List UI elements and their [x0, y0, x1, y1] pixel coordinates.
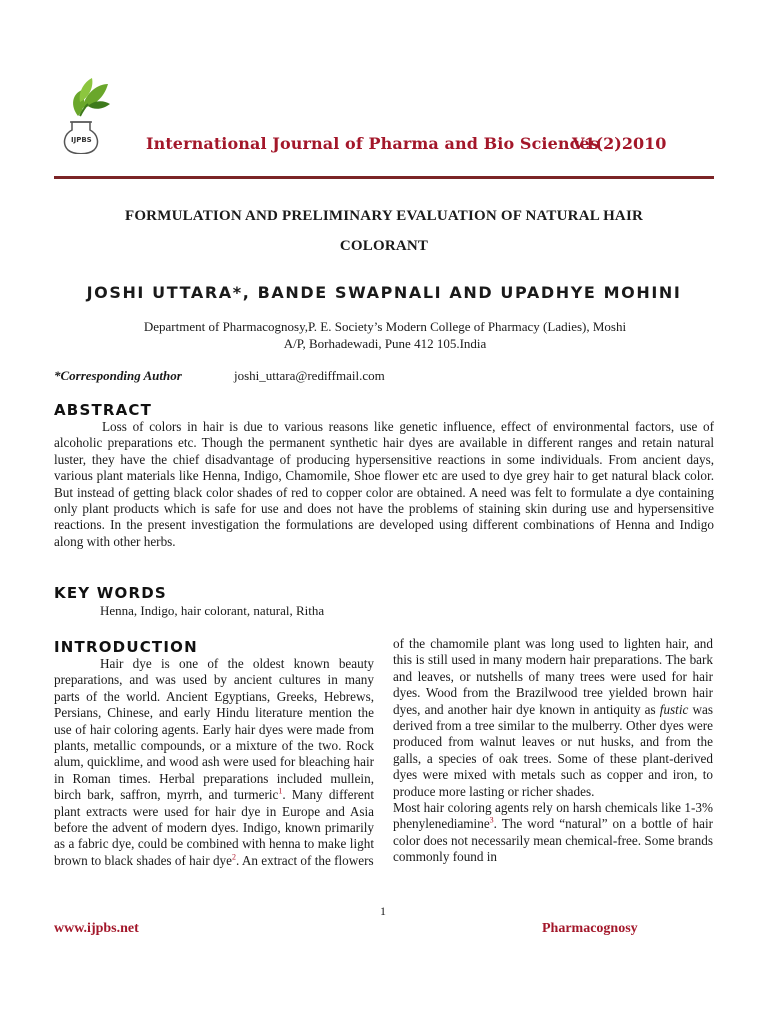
journal-volume: V1(2)2010 — [572, 134, 667, 153]
page-number: 1 — [380, 904, 386, 918]
intro-text: . The word “natural” on a bottle of hair color does not necessarily mean chemical-free. Some brands commonly found in — [393, 816, 713, 865]
citation-1: 1 — [278, 786, 283, 796]
corresponding-author-email: joshi_uttara@rediffmail.com — [234, 368, 385, 383]
intro-text: Hair dye is one of the oldest known beauty preparations, and was used by ancient cultures in many parts of the world. Ancient Egyptians, Greeks, Hebrews, Persians, Chinese, and early Hindu literature mention the use of hair coloring agents. Early hair dyes were made from plants, metallic compounds, or a mixture of the two. Rock alum, quicklime, and wood ash were used for bleaching hair in Roman times. Herbal preparations included mullein, birch bark, saffron, myrrh, and turmeric — [54, 656, 374, 803]
citation-3: 3 — [489, 816, 494, 826]
footer-website[interactable]: www.ijpbs.net — [54, 921, 139, 936]
keywords-heading: KEY WORDS — [54, 584, 167, 602]
intro-paragraph-2 — [393, 800, 713, 866]
article-title-line2: COLORANT — [339, 238, 429, 254]
footer-section: Pharmacognosy — [542, 921, 638, 936]
intro-text: Most hair coloring agents rely on harsh chemicals like 1-3% phenylenediamine — [393, 800, 713, 832]
intro-paragraph-1-cont — [393, 636, 713, 800]
intro-text: of the chamomile plant was long used to lighten hair, and this is still used in many modern hair preparations. The bark and leaves, or nutshells of many trees were used for hair dyes. Wood from the Brazilwood tree yielded brown hair dyes, and another hair dye known in antiquity as — [393, 636, 713, 717]
intro-column-right — [393, 636, 713, 866]
abstract-text: Loss of colors in hair is due to various reasons like genetic influence, effect of environmental factors, use of alcoholic preparations etc. Though the permanent synthetic hair dyes are available in different ranges and retain natural luster, they have the chief disadvantage of producing hypersensitive reactions in some individuals. From ancient days, various plant materials like Henna, Indigo, Chamomile, Shoe flower etc are used to dye grey hair to get natural black color. But instead of getting black color shades of red to copper color are obtained. A need was felt to formulate a dye containing only plant products which is safe for use and does not have the problems of staining skin during use and hypersensitive reactions. In the present investigation the formulations are developed using different combinations of Henna and Indigo along with other herbs. — [54, 419, 714, 549]
affiliation-line2: A/P, Borhadewadi, Pune 412 105.India — [283, 336, 487, 351]
corresponding-author-label: *Corresponding Author — [54, 368, 182, 383]
logo-label: IJPBS — [71, 136, 92, 144]
intro-text: . An extract of the flowers — [235, 852, 374, 868]
introduction-heading: INTRODUCTION — [54, 638, 198, 656]
article-title-line1: FORMULATION AND PRELIMINARY EVALUATION OF NATURAL HAIR — [124, 208, 644, 224]
article-authors: JOSHI UTTARA*, BANDE SWAPNALI AND UPADHYE MOHINI — [86, 283, 682, 302]
intro-column-left — [54, 656, 374, 869]
abstract-heading: ABSTRACT — [54, 401, 153, 419]
citation-2: 2 — [231, 852, 236, 862]
intro-paragraph-1 — [54, 656, 374, 869]
journal-logo — [58, 70, 118, 154]
intro-text: was derived from a tree similar to the mulberry. Other dyes were produced from walnut leaves or nut husks, and from the galls, a species of oak trees. Some of these plant-derived dyes were mixed with metals such as copper and iron, to produce more lasting or richer shades. — [393, 701, 713, 799]
affiliation — [90, 318, 680, 352]
keywords-text: Henna, Indigo, hair colorant, natural, Ritha — [100, 603, 325, 618]
journal-name: International Journal of Pharma and Bio Sciences — [146, 134, 599, 153]
fustic-term: fustic — [659, 701, 689, 717]
affiliation-line1: Department of Pharmacognosy,P. E. Society’s Modern College of Pharmacy (Ladies), Moshi — [143, 319, 627, 334]
intro-text: . Many different plant extracts were used for hair dye in Europe and Asia before the advent of modern dyes. Indigo, known primarily as a fabric dye, could be combined with henna to make light brown to black shades of hair dye — [54, 787, 374, 868]
header-rule — [54, 176, 714, 179]
